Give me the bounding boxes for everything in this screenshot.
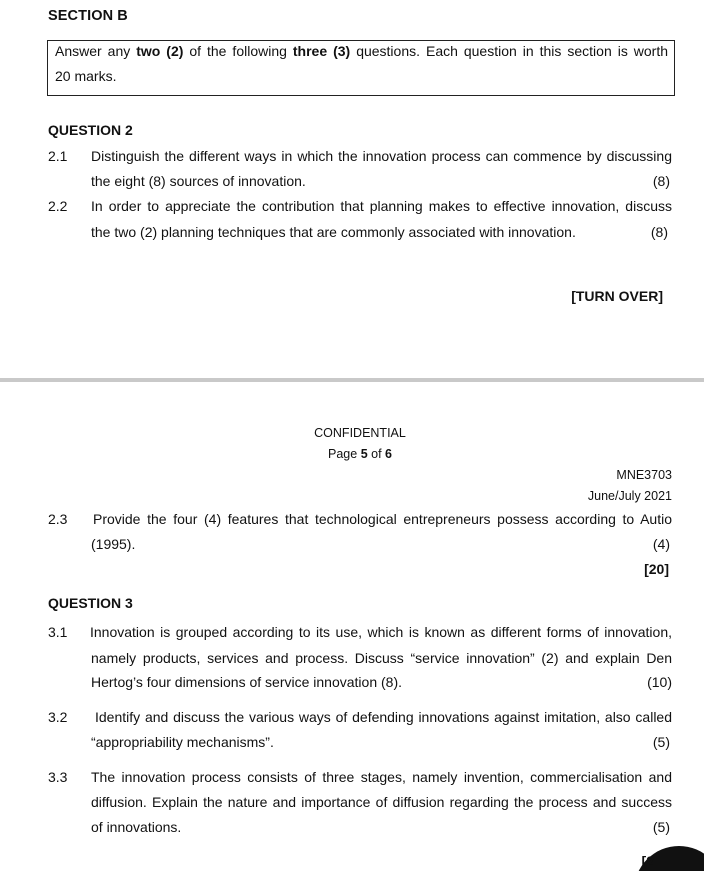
question-number: 3.3 — [48, 769, 68, 785]
question-marks: (5) — [652, 734, 670, 750]
question-2-title: QUESTION 2 — [48, 122, 133, 138]
section-title: SECTION B — [48, 8, 128, 24]
question-total-partial: [2 — [641, 853, 654, 869]
question-text-line: The innovation process consists of three stages, namely invention, commercialisation and — [91, 769, 672, 785]
page-indicator-text: of — [367, 447, 386, 461]
question-text-line: (1995). — [91, 536, 136, 552]
question-text-line: Hertog’s four dimensions of service innovation (8). — [91, 674, 403, 690]
instruction-text: of the following — [183, 43, 293, 59]
question-text-line: Identify and discuss the various ways of defending innovations against imitation, also called — [95, 709, 672, 725]
question-text-line: Innovation is grouped according to its use, which is known as different forms of innovation, — [90, 624, 672, 640]
question-text-line: the two (2) planning techniques that are commonly associated with innovation. — [91, 224, 576, 240]
page-number: 5 — [360, 447, 368, 461]
question-marks: (8) — [650, 224, 668, 240]
page-divider — [0, 378, 704, 382]
instruction-bold-two: two (2) — [136, 43, 184, 59]
question-marks: (10) — [647, 674, 672, 690]
page-total: 6 — [385, 447, 392, 461]
question-number: 2.1 — [48, 148, 68, 164]
turn-over-label: [TURN OVER] — [571, 288, 663, 304]
question-number: 3.2 — [48, 709, 68, 725]
question-number: 3.1 — [48, 624, 68, 640]
exam-page-5 — [0, 384, 704, 871]
confidential-label: CONFIDENTIAL — [314, 426, 406, 440]
question-text-line: Distinguish the different ways in which the innovation process can commence by discussing — [91, 148, 672, 164]
instruction-text: Answer any — [55, 43, 137, 59]
instruction-box — [47, 40, 675, 96]
question-number: 2.2 — [48, 198, 68, 214]
question-text-line: diffusion. Explain the nature and importance of diffusion regarding the process and success — [91, 794, 672, 810]
course-code: MNE3703 — [616, 468, 672, 482]
question-text-line: Provide the four (4) features that technological entrepreneurs possess according to Autio — [93, 511, 672, 527]
exam-date: June/July 2021 — [587, 489, 672, 503]
page-indicator-text: Page — [328, 447, 361, 461]
question-total: [20] — [644, 561, 669, 577]
exam-page-4 — [0, 0, 704, 378]
question-text-line: “appropriability mechanisms”. — [91, 734, 274, 750]
question-text-line: the eight (8) sources of innovation. — [91, 173, 306, 189]
instruction-line-1 — [55, 43, 668, 59]
instruction-line-2: 20 marks. — [55, 68, 117, 84]
instruction-text: questions. Each question in this section is worth — [350, 43, 669, 59]
question-marks: (8) — [652, 173, 670, 189]
question-text-line: namely products, services and process. Discuss “service innovation” (2) and explain Den — [91, 650, 672, 666]
question-text-line: In order to appreciate the contribution that planning makes to effective innovation, discuss — [91, 198, 672, 214]
instruction-bold-three: three (3) — [292, 43, 351, 59]
question-3-title: QUESTION 3 — [48, 595, 133, 611]
page-indicator — [0, 447, 704, 461]
question-marks: (4) — [652, 536, 670, 552]
question-marks: (5) — [652, 819, 670, 835]
question-number: 2.3 — [48, 511, 68, 527]
question-text-line: of innovations. — [91, 819, 182, 835]
